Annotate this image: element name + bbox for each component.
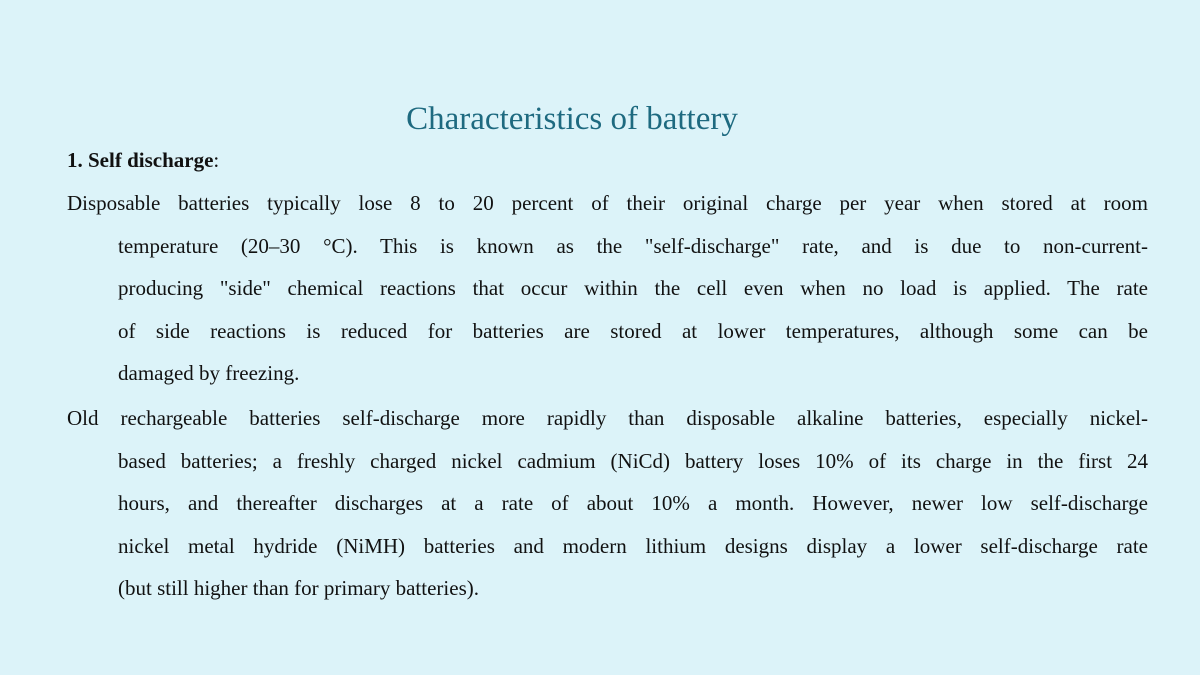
paragraph-line: hours, and thereafter discharges at a rate of about 10% a month. However, newer low self-discharge <box>118 491 1148 515</box>
paragraph-line: Disposable batteries typically lose 8 to 20 percent of their original charge per year when stored at room <box>67 191 1148 215</box>
paragraph-line: (but still higher than for primary batteries). <box>118 576 479 600</box>
slide-title: Characteristics of battery <box>406 101 738 137</box>
section-heading <box>67 146 219 174</box>
paragraph-line: nickel metal hydride (NiMH) batteries and modern lithium designs display a lower self-discharge rate <box>118 533 1148 558</box>
paragraph-line: Old rechargeable batteries self-discharge more rapidly than disposable alkaline batteries, especially nickel- <box>67 406 1148 430</box>
section-heading-colon: : <box>213 148 220 172</box>
paragraph-disposable-batteries <box>67 182 1148 395</box>
paragraph-line: temperature (20–30 °C). This is known as the "self-discharge" rate, and is due to non-current- <box>118 233 1148 258</box>
section-heading-text: 1. Self discharge <box>67 148 214 172</box>
paragraph-line: producing "side" chemical reactions that occur within the cell even when no load is applied. The rate <box>118 276 1148 300</box>
paragraph-line: damaged by freezing. <box>118 361 300 385</box>
paragraph-line: of side reactions is reduced for batteries are stored at lower temperatures, although some can be <box>118 318 1148 343</box>
paragraph-rechargeable-batteries <box>67 397 1148 610</box>
paragraph-line: based batteries; a freshly charged nickel cadmium (NiCd) battery loses 10% of its charge in the first 24 <box>118 448 1148 473</box>
